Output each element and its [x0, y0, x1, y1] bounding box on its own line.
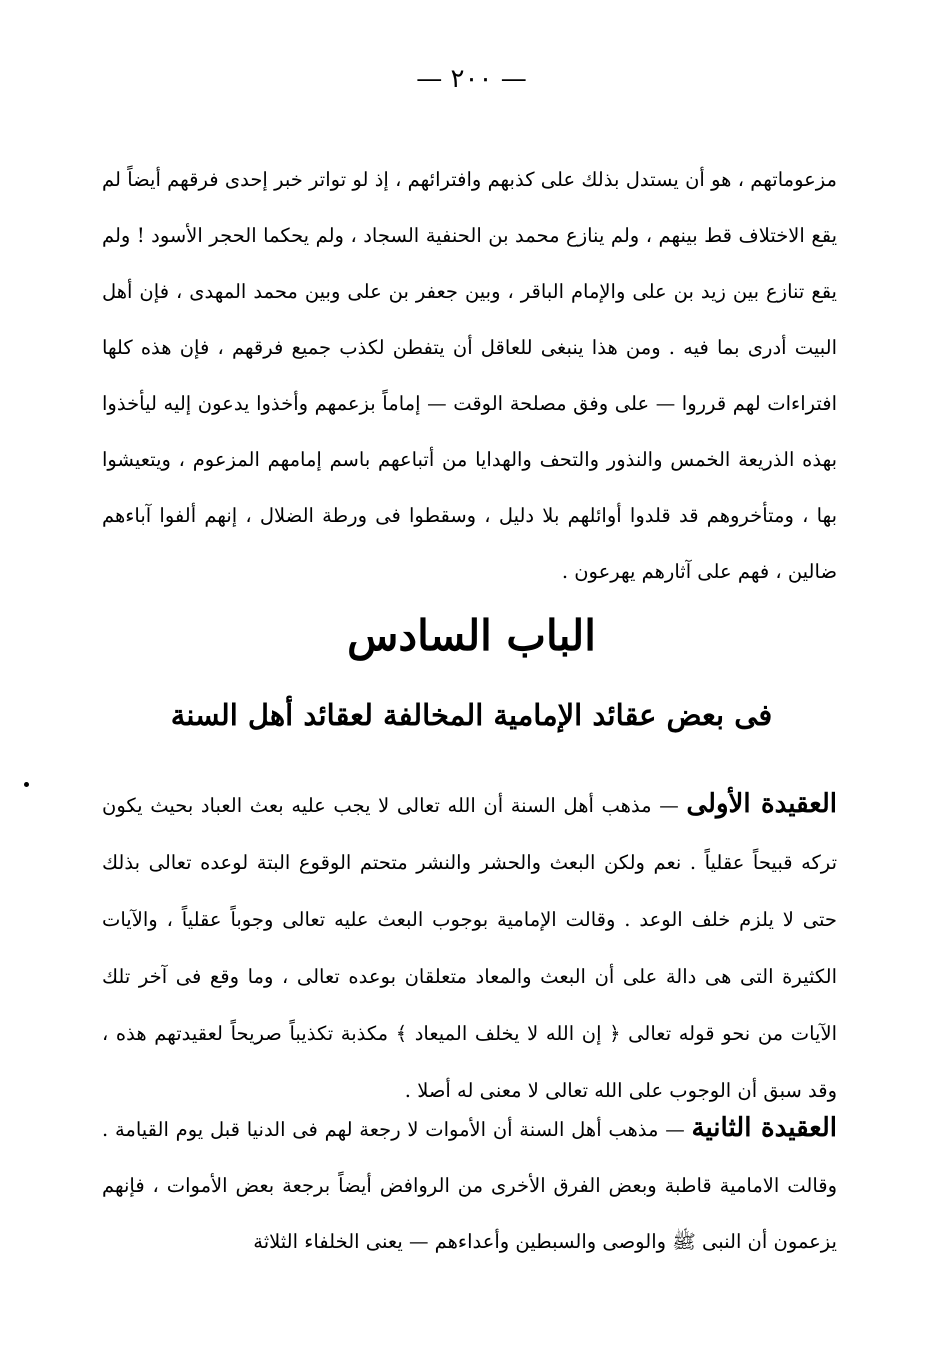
belief-1-heading: العقيدة الأولى: [686, 789, 837, 819]
page-number: — ٢٠٠ —: [416, 64, 527, 94]
belief-2-text: — مذهب أهل السنة أن الأموات لا رجعة لهم فى الدنيا قبل يوم القيامة . وقالت الامامية قاطبة وبعض الفرق الأخرى من الروافض أيضاً برجعة بعض الأموات ، فإنهم يزعمون أن النبى ﷺ والوصى والسبطين وأعداءهم — يعنى الخلفاء الثلاثة: [102, 1118, 837, 1253]
belief-1-text: — مذهب أهل السنة أن الله تعالى لا يجب عليه بعث العباد بحيث يكون تركه قبيحاً عقلياً . نعم ولكن البعث والحشر والنشر متحتم الوقوع البتة لوعده تعالى بذلك حتى لا يلزم خلف الوعد . وقالت الإمامية بوجوب البعث عليه تعالى وجوباً عقلياً ، والآيات الكثيرة التى هى دالة على أن البعث والمعاد متعلقان بوعده تعالى ، وما وقع فى آخر تلك الآيات من نحو قوله تعالى ﴿ إن الله لا يخلف الميعاد ﴾ مكذبة تكذيباً صريحاً لعقيدتهم هذه ، وقد سبق أن الوجوب على الله تعالى لا معنى له أصلا .: [102, 794, 837, 1102]
belief-2-heading: العقيدة الثانية: [691, 1113, 837, 1143]
belief-2-paragraph: [102, 1100, 837, 1270]
chapter-subtitle: فى بعض عقائد الإمامية المخالفة لعقائد أهل السنة: [170, 698, 773, 732]
paragraph-continuation: مزعوماتهم ، هو أن يستدل بذلك على كذبهم وافترائهم ، إذ لو تواتر خبر إحدى فرقهم أيضاً لم يقع الاختلاف قط بينهم ، ولم ينازع محمد بن الحنفية السجاد ، ولم يحكما الحجر الأسود ! ولم يقع تنازع بين زيد بن على والإمام الباقر ، وبين جعفر بن على وبين محمد المهدى ، فإن أهل البيت أدرى بما فيه . ومن هذا ينبغى للعاقل أن يتفطن لكذب جميع فرقهم ، فإن هذه كلها افتراءات لهم قرروا — على وفق مصلحة الوقت — إماماً بزعمهم وأخذوا يدعون إليه ليأخذوا بهذه الذريعة الخمس والنذور والتحف والهدايا من أتباعهم باسم إمامهم المزعوم ، ويتعيشوا بها ، ومتأخروهم قد قلدوا أوائلهم بلا دليل ، وسقطوا فى ورطة الضلال ، إنهم ألفوا آباءهم ضالين ، فهم على آثارهم يهرعون .: [102, 168, 837, 583]
belief-1-paragraph: [102, 776, 837, 1119]
chapter-title: الباب السادس: [347, 611, 596, 660]
margin-speck: [24, 782, 29, 787]
